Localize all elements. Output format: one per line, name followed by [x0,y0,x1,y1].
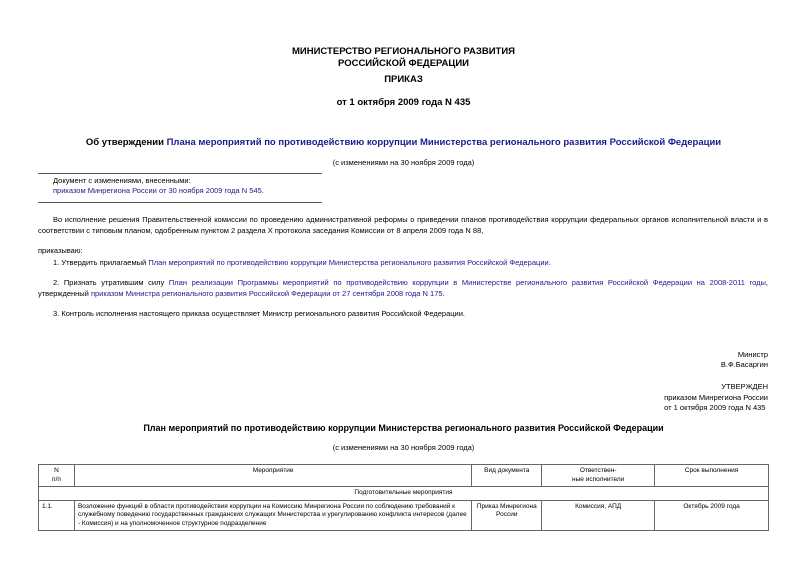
doc-date: от 1 октября 2009 года N 435 [336,97,471,108]
amend-bottom-divider [38,202,322,203]
row-resp: Комиссия, АПД [542,500,655,531]
amend-box [53,176,264,196]
plan-changes-note: (с изменениями на 30 ноября 2009 года) [332,443,475,452]
body-para1: Во исполнение решения Правительственной комиссии по проведению административной реформы о приведении планов противодействия коррупции федеральных органов исполнительной власти и в соответствии с типовым планом, одобренным пунктом 2 раздела X протокола заседания Комиссии от 8 апреля 2009 года N 88, [38,215,768,235]
changes-note: (с изменениями на 30 ноября 2009 года) [332,158,475,167]
amend-line1: Документ с изменениями, внесенными: [53,176,191,185]
approval-line2: приказом Минрегиона России [664,392,768,402]
doc-type: ПРИКАЗ [384,74,423,85]
approval-line3: от 1 октября 2009 года N 435 [664,403,766,412]
col-header-num [39,465,75,487]
ministry-title [0,46,807,70]
col-num-line1: N [54,467,59,474]
row-doc: Приказ Минрегиона России [472,500,542,531]
col-resp-line1: Ответствен- [579,467,617,474]
ministry-line1: МИНИСТЕРСТВО РЕГИОНАЛЬНОГО РАЗВИТИЯ [292,46,515,57]
approval-line1: УТВЕРЖДЕН [721,382,768,391]
table-header-row [39,465,769,487]
amend-link[interactable]: приказом Минрегиона России от 30 ноября 2009 года N 545. [53,186,264,195]
plan-title: План мероприятий по противодействию коррупции Министерства регионального развития Российской Федерации [143,423,664,433]
table-row [39,500,769,531]
row-num: 1.1. [39,500,75,531]
col-header-resp [542,465,655,487]
signature-name: В.Ф.Басаргин [720,360,768,369]
section-row [39,487,769,501]
heading-plan-link[interactable]: Плана мероприятий по противодействию коррупции Министерства регионального развития Российской Федерации [166,137,722,148]
amend-top-divider [38,173,322,174]
row-event: Возложение функций в области противодействия коррупции на Комиссию Минрегиона России по соблюдению требований к служебному поведению государственных гражданских служащих Министерства и урегулированию конфликта интересов (далее - Комиссия) и на уполномоченное структурное подразделение [74,500,471,531]
signature-position: Министр [737,350,768,359]
ministry-line2: РОССИЙСКОЙ ФЕДЕРАЦИИ [337,58,469,69]
plan-table [38,464,769,531]
col-header-doc: Вид документа [472,465,542,487]
body-item1 [38,257,768,268]
col-num-line2: п/п [52,475,61,483]
section-title: Подготовительные мероприятия [39,487,769,501]
col-resp-line2: ные исполнители [572,475,625,483]
item2-mid: , утвержденный [38,278,768,298]
body-item3: 3. Контроль исполнения настоящего приказа осуществляет Министр регионального развития Российской Федерации. [53,309,466,318]
order-word: приказываю: [38,246,83,255]
heading-prefix: Об утверждении [85,137,167,148]
col-header-event: Мероприятие [74,465,471,487]
signature-block [721,350,768,370]
item2-end: . [442,289,445,298]
item2-program-link[interactable]: План реализации Программы мероприятий по противодействию коррупции в Министерстве регионального развития Российской Федерации на 2008-2011 годы [168,278,766,287]
item2-prefix: 2. Признать утратившим силу [53,278,169,287]
item1-prefix: 1. Утвердить прилагаемый [53,258,149,267]
row-deadline: Октябрь 2009 года [655,500,769,531]
col-header-deadline: Срок выполнения [655,465,769,487]
approval-block [664,382,768,414]
item1-plan-link[interactable]: План мероприятий по противодействию коррупции Министерства регионального развития Российской Федерации. [148,258,551,267]
item2-order-link[interactable]: приказом Министра регионального развития Российской Федерации от 27 сентября 2008 года N 175 [90,289,443,298]
body-item2 [38,277,768,299]
doc-heading [0,137,807,148]
